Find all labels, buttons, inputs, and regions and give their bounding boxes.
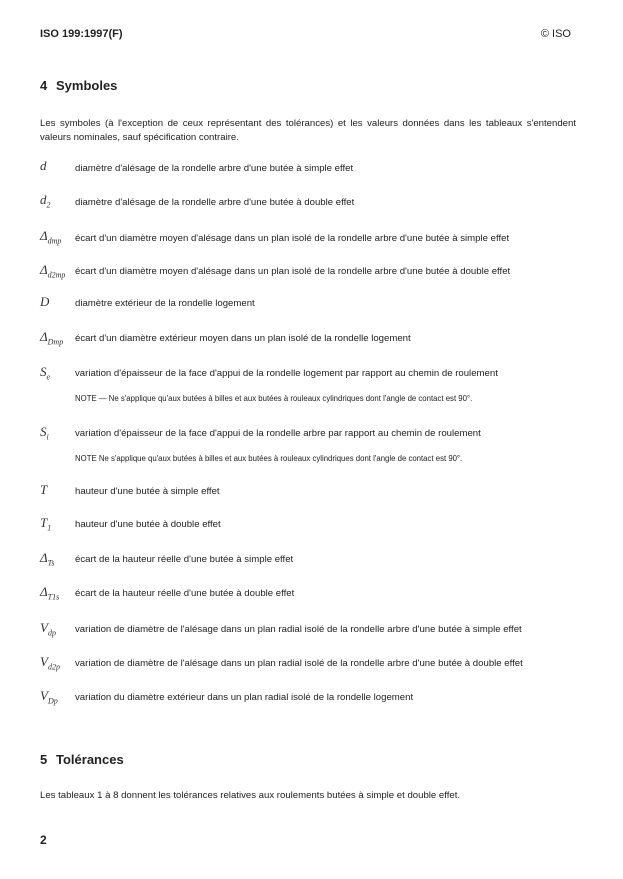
definition-d2: diamètre d'alésage de la rondelle arbre d'une butée à double effet: [75, 197, 355, 208]
symbol-Si: $S_i$: [40, 424, 49, 442]
definition-delta-dmp: écart d'un diamètre moyen d'alésage dans un plan isolé de la rondelle arbre d'une butée à simple effet: [75, 233, 510, 244]
note-Si: NOTE Ne s'applique qu'aux butées à billes et aux butées à rouleaux cylindriques dont l'angle de contact est 90°.: [75, 454, 463, 463]
section-5-title: Tolérances: [56, 752, 124, 767]
definition-delta-d2mp: écart d'un diamètre moyen d'alésage dans un plan isolé de la rondelle arbre d'une butée à double effet: [75, 266, 511, 277]
symbol-delta-dmp: $\Delta_{dmp}$: [40, 228, 62, 246]
section-4-number: 4: [40, 78, 48, 93]
section-5-text: Les tableaux 1 à 8 donnent les tolérances relatives aux roulements butées à simple et double effet.: [40, 790, 461, 801]
symbol-T: T: [40, 482, 48, 497]
definition-delta-T1s: écart de la hauteur réelle d'une butée à double effet: [75, 588, 295, 599]
note-Se: NOTE — Ne s'applique qu'aux butées à billes et aux butées à rouleaux cylindriques dont l'angle de contact est 90°.: [75, 394, 473, 403]
definition-Si: variation d'épaisseur de la face d'appui de la rondelle arbre par rapport au chemin de roulement: [75, 428, 481, 439]
symbol-T1: $T_1$: [40, 515, 52, 533]
symbol-Vdp: $V_{dp}$: [40, 620, 56, 638]
symbol-d: d: [40, 158, 47, 173]
definition-D: diamètre extérieur de la rondelle logement: [75, 298, 255, 309]
symbol-delta-d2mp: $\Delta_{d2mp}$: [40, 262, 66, 280]
section-5-number: 5: [40, 752, 48, 767]
definition-Vdp: variation de diamètre de l'alésage dans un plan radial isolé de la rondelle arbre d'une butée à simple effet: [75, 624, 522, 635]
symbol-delta-T1s: $\Delta_{T1s}$: [40, 584, 60, 602]
definition-Se: variation d'épaisseur de la face d'appui de la rondelle logement par rapport au chemin de roulement: [75, 368, 498, 379]
symbol-delta-Dmp: $\Delta_{Dmp}$: [40, 329, 64, 347]
symbol-Se: $S_e$: [40, 364, 51, 382]
section-4-intro: Les symboles (à l'exception de ceux représentant des tolérances) et les valeurs données dans les tableaux s'entendent valeurs nominales, sauf spécification contraire.: [40, 118, 576, 143]
definition-delta-Dmp: écart d'un diamètre extérieur moyen dans un plan isolé de la rondelle logement: [75, 333, 411, 344]
copyright: © ISO: [540, 28, 571, 40]
symbol-delta-Ts: $\Delta_{Ts}$: [40, 550, 55, 568]
document-id: ISO 199:1997(F): [40, 28, 123, 40]
definition-Vd2p: variation de diamètre de l'alésage dans un plan radial isolé de la rondelle arbre d'une butée à double effet: [75, 658, 523, 669]
symbol-D: D: [40, 294, 50, 309]
symbol-Vd2p: $V_{d2p}$: [40, 654, 60, 672]
symbol-d2: $d_2$: [40, 192, 51, 210]
section-4-title: Symboles: [56, 78, 118, 93]
definition-d: diamètre d'alésage de la rondelle arbre d'une butée à simple effet: [75, 163, 354, 174]
definition-T: hauteur d'une butée à simple effet: [75, 486, 220, 497]
definition-T1: hauteur d'une butée à double effet: [75, 519, 221, 530]
definition-VDp: variation du diamètre extérieur dans un plan radial isolé de la rondelle logement: [75, 692, 414, 703]
symbol-VDp: $V_{Dp}$: [40, 688, 58, 706]
definition-delta-Ts: écart de la hauteur réelle d'une butée à simple effet: [75, 554, 294, 565]
page-number: 2: [40, 833, 47, 847]
